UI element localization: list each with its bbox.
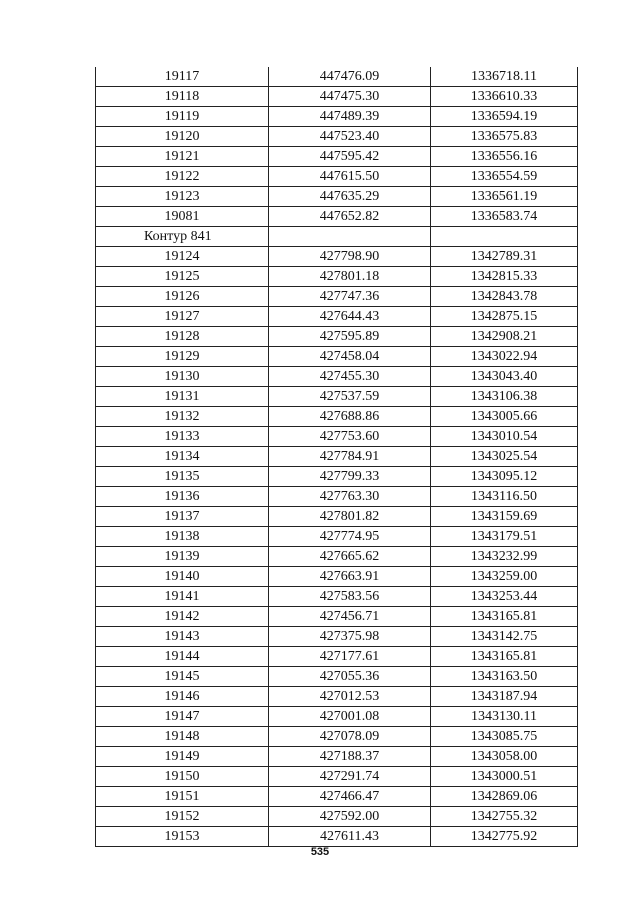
y-coordinate-cell: 1343000.51	[431, 767, 578, 787]
coordinates-table-body	[96, 67, 578, 847]
table-row	[96, 807, 578, 827]
y-coordinate-cell: 1343095.12	[431, 467, 578, 487]
empty-cell	[431, 227, 578, 247]
x-coordinate-cell: 427537.59	[269, 387, 431, 407]
x-coordinate-cell: 427455.30	[269, 367, 431, 387]
x-coordinate-cell: 427177.61	[269, 647, 431, 667]
point-number-cell: 19121	[96, 147, 269, 167]
x-coordinate-cell: 427188.37	[269, 747, 431, 767]
y-coordinate-cell: 1342775.92	[431, 827, 578, 847]
point-number-cell: 19135	[96, 467, 269, 487]
point-number-cell: 19141	[96, 587, 269, 607]
y-coordinate-cell: 1336556.16	[431, 147, 578, 167]
y-coordinate-cell: 1342869.06	[431, 787, 578, 807]
table-row	[96, 307, 578, 327]
table-row	[96, 87, 578, 107]
point-number-cell: 19143	[96, 627, 269, 647]
point-number-cell: 19129	[96, 347, 269, 367]
table-row	[96, 607, 578, 627]
y-coordinate-cell: 1343187.94	[431, 687, 578, 707]
point-number-cell: 19147	[96, 707, 269, 727]
point-number-cell: 19081	[96, 207, 269, 227]
table-row	[96, 367, 578, 387]
point-number-cell: 19118	[96, 87, 269, 107]
y-coordinate-cell: 1336561.19	[431, 187, 578, 207]
x-coordinate-cell: 427078.09	[269, 727, 431, 747]
point-number-cell: 19140	[96, 567, 269, 587]
x-coordinate-cell: 427644.43	[269, 307, 431, 327]
x-coordinate-cell: 447476.09	[269, 67, 431, 87]
table-row	[96, 467, 578, 487]
x-coordinate-cell: 447615.50	[269, 167, 431, 187]
point-number-cell: 19120	[96, 127, 269, 147]
table-row	[96, 287, 578, 307]
table-row	[96, 207, 578, 227]
y-coordinate-cell: 1343116.50	[431, 487, 578, 507]
y-coordinate-cell: 1343159.69	[431, 507, 578, 527]
x-coordinate-cell: 427665.62	[269, 547, 431, 567]
y-coordinate-cell: 1343022.94	[431, 347, 578, 367]
y-coordinate-cell: 1343259.00	[431, 567, 578, 587]
y-coordinate-cell: 1336718.11	[431, 67, 578, 87]
point-number-cell: 19137	[96, 507, 269, 527]
table-row	[96, 727, 578, 747]
point-number-cell: 19128	[96, 327, 269, 347]
x-coordinate-cell: 427798.90	[269, 247, 431, 267]
table-row	[96, 267, 578, 287]
table-row	[96, 547, 578, 567]
table-row	[96, 147, 578, 167]
coordinates-table	[95, 67, 578, 847]
point-number-cell: 19131	[96, 387, 269, 407]
point-number-cell: 19152	[96, 807, 269, 827]
y-coordinate-cell: 1343232.99	[431, 547, 578, 567]
point-number-cell: 19142	[96, 607, 269, 627]
point-number-cell: 19144	[96, 647, 269, 667]
point-number-cell: 19133	[96, 427, 269, 447]
table-row	[96, 67, 578, 87]
y-coordinate-cell: 1343043.40	[431, 367, 578, 387]
x-coordinate-cell: 427458.04	[269, 347, 431, 367]
x-coordinate-cell: 427801.82	[269, 507, 431, 527]
point-number-cell: 19148	[96, 727, 269, 747]
point-number-cell: 19117	[96, 67, 269, 87]
table-row	[96, 427, 578, 447]
table-row	[96, 387, 578, 407]
x-coordinate-cell: 427291.74	[269, 767, 431, 787]
point-number-cell: 19123	[96, 187, 269, 207]
x-coordinate-cell: 427055.36	[269, 667, 431, 687]
y-coordinate-cell: 1342843.78	[431, 287, 578, 307]
point-number-cell: 19127	[96, 307, 269, 327]
point-number-cell: 19136	[96, 487, 269, 507]
x-coordinate-cell: 427001.08	[269, 707, 431, 727]
y-coordinate-cell: 1343130.11	[431, 707, 578, 727]
section-row	[96, 227, 578, 247]
y-coordinate-cell: 1342908.21	[431, 327, 578, 347]
point-number-cell: 19150	[96, 767, 269, 787]
table-row	[96, 587, 578, 607]
point-number-cell: 19130	[96, 367, 269, 387]
table-row	[96, 487, 578, 507]
y-coordinate-cell: 1336575.83	[431, 127, 578, 147]
x-coordinate-cell: 427663.91	[269, 567, 431, 587]
point-number-cell: 19122	[96, 167, 269, 187]
table-row	[96, 567, 578, 587]
table-row	[96, 407, 578, 427]
point-number-cell: 19153	[96, 827, 269, 847]
x-coordinate-cell: 447489.39	[269, 107, 431, 127]
point-number-cell: 19145	[96, 667, 269, 687]
table-row	[96, 667, 578, 687]
x-coordinate-cell: 427688.86	[269, 407, 431, 427]
x-coordinate-cell: 427747.36	[269, 287, 431, 307]
table-row	[96, 647, 578, 667]
y-coordinate-cell: 1342815.33	[431, 267, 578, 287]
x-coordinate-cell: 427012.53	[269, 687, 431, 707]
table-row	[96, 827, 578, 847]
point-number-cell: 19149	[96, 747, 269, 767]
point-number-cell: 19151	[96, 787, 269, 807]
x-coordinate-cell: 427799.33	[269, 467, 431, 487]
empty-cell	[269, 227, 431, 247]
table-row	[96, 767, 578, 787]
point-number-cell: 19132	[96, 407, 269, 427]
y-coordinate-cell: 1343010.54	[431, 427, 578, 447]
y-coordinate-cell: 1342755.32	[431, 807, 578, 827]
table-row	[96, 447, 578, 467]
y-coordinate-cell: 1343142.75	[431, 627, 578, 647]
x-coordinate-cell: 427784.91	[269, 447, 431, 467]
table-row	[96, 127, 578, 147]
table-row	[96, 707, 578, 727]
x-coordinate-cell: 427466.47	[269, 787, 431, 807]
section-label: Контур 841	[96, 227, 269, 247]
y-coordinate-cell: 1336610.33	[431, 87, 578, 107]
table-row	[96, 687, 578, 707]
x-coordinate-cell: 427763.30	[269, 487, 431, 507]
x-coordinate-cell: 427592.00	[269, 807, 431, 827]
point-number-cell: 19124	[96, 247, 269, 267]
y-coordinate-cell: 1343005.66	[431, 407, 578, 427]
table-row	[96, 507, 578, 527]
table-row	[96, 327, 578, 347]
x-coordinate-cell: 427375.98	[269, 627, 431, 647]
x-coordinate-cell: 427774.95	[269, 527, 431, 547]
y-coordinate-cell: 1343165.81	[431, 607, 578, 627]
y-coordinate-cell: 1343163.50	[431, 667, 578, 687]
table-row	[96, 787, 578, 807]
point-number-cell: 19139	[96, 547, 269, 567]
y-coordinate-cell: 1343025.54	[431, 447, 578, 467]
table-row	[96, 627, 578, 647]
x-coordinate-cell: 427595.89	[269, 327, 431, 347]
table-row	[96, 247, 578, 267]
table-row	[96, 527, 578, 547]
y-coordinate-cell: 1336594.19	[431, 107, 578, 127]
table-row	[96, 347, 578, 367]
table-row	[96, 187, 578, 207]
y-coordinate-cell: 1343165.81	[431, 647, 578, 667]
x-coordinate-cell: 447635.29	[269, 187, 431, 207]
y-coordinate-cell: 1336554.59	[431, 167, 578, 187]
y-coordinate-cell: 1343106.38	[431, 387, 578, 407]
y-coordinate-cell: 1342875.15	[431, 307, 578, 327]
x-coordinate-cell: 427753.60	[269, 427, 431, 447]
point-number-cell: 19138	[96, 527, 269, 547]
table-row	[96, 747, 578, 767]
x-coordinate-cell: 447475.30	[269, 87, 431, 107]
table-row	[96, 107, 578, 127]
x-coordinate-cell: 447652.82	[269, 207, 431, 227]
table-row	[96, 167, 578, 187]
y-coordinate-cell: 1343058.00	[431, 747, 578, 767]
y-coordinate-cell: 1342789.31	[431, 247, 578, 267]
y-coordinate-cell: 1343085.75	[431, 727, 578, 747]
y-coordinate-cell: 1336583.74	[431, 207, 578, 227]
y-coordinate-cell: 1343179.51	[431, 527, 578, 547]
point-number-cell: 19119	[96, 107, 269, 127]
page-number: 535	[310, 846, 330, 858]
x-coordinate-cell: 447595.42	[269, 147, 431, 167]
point-number-cell: 19146	[96, 687, 269, 707]
point-number-cell: 19125	[96, 267, 269, 287]
x-coordinate-cell: 427611.43	[269, 827, 431, 847]
y-coordinate-cell: 1343253.44	[431, 587, 578, 607]
x-coordinate-cell: 447523.40	[269, 127, 431, 147]
x-coordinate-cell: 427456.71	[269, 607, 431, 627]
point-number-cell: 19134	[96, 447, 269, 467]
x-coordinate-cell: 427583.56	[269, 587, 431, 607]
x-coordinate-cell: 427801.18	[269, 267, 431, 287]
point-number-cell: 19126	[96, 287, 269, 307]
